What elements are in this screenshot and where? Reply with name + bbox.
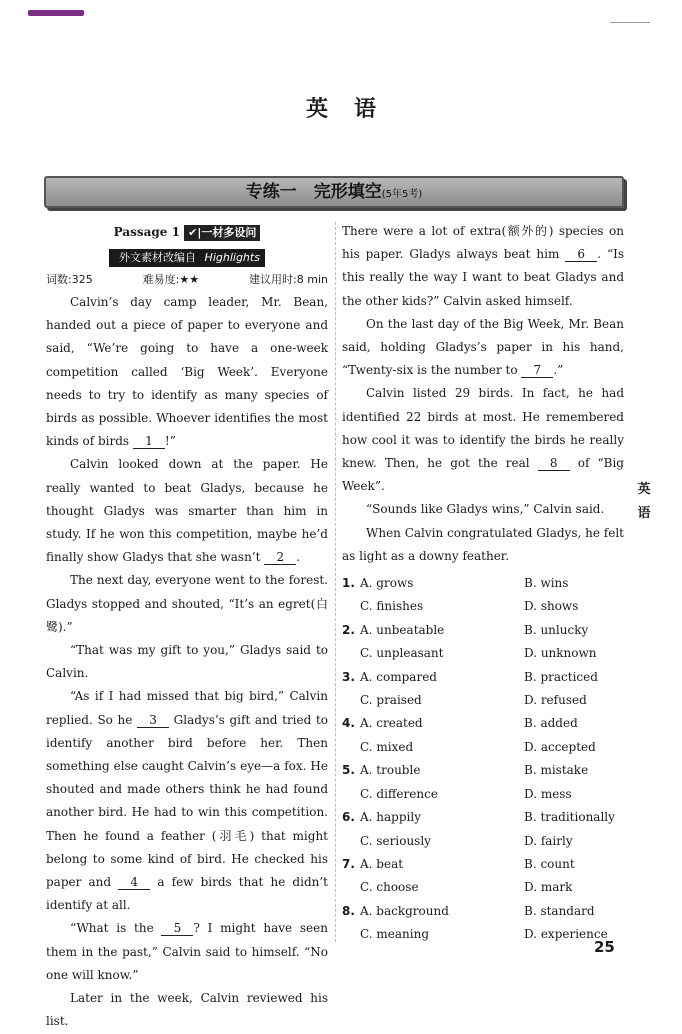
option-row (342, 689, 624, 712)
answer-blank[interactable]: 3 (137, 713, 169, 728)
passage-paragraph (46, 639, 328, 685)
option-row (342, 900, 624, 923)
passage-paragraph (342, 522, 624, 568)
source-name: Highlights (204, 251, 260, 264)
question-number (342, 783, 360, 806)
passage-meta (46, 268, 328, 291)
question-number: 5. (342, 763, 355, 778)
answer-option[interactable]: A. beat (360, 856, 404, 871)
passage-text: On the last day of the Big Week, Mr. Bean said, holding Gladys’s paper in his hand, “Twenty-six is the number to (342, 316, 624, 378)
answer-option[interactable]: A. trouble (360, 763, 421, 778)
question-number (342, 876, 360, 899)
passage-paragraph (342, 220, 624, 313)
option-row (342, 619, 624, 642)
header-accent-bar (28, 10, 84, 16)
question-number: 4. (342, 716, 355, 731)
passage-text: ? I might have seen them in the past,” Calvin said to himself. “No one will know.” (46, 921, 328, 982)
answer-option[interactable]: C. finishes (360, 599, 424, 614)
passage-text: Gladys’s gift and tried to identify another bird before her. Then something else caught Calvin’s eye—a fox. He shouted and made others think he had found another bird. He had to win this competition. Then he found a feather (羽毛) that might belong to some kind of bird. He checked his paper and (46, 712, 328, 890)
passage-text: Calvin listed 29 birds. In fact, he had identified 22 birds at most. He remembered how cool it was to identify the birds he really knew. Then, he got the real (342, 386, 624, 471)
passage-text: “That was my gift to you,” Gladys said to Calvin. (46, 643, 328, 681)
option-row (342, 783, 624, 806)
answer-option[interactable]: C. mixed (360, 739, 414, 754)
section-title: 专练一 完形填空 (245, 182, 382, 202)
passage-text: “What is the (70, 921, 162, 936)
question-number: 6. (342, 810, 355, 825)
passage-text: The next day, everyone went to the forest. Gladys stopped and shouted, “It’s an egret(白鹭).” (46, 573, 328, 634)
multi-question-badge: ✔|一材多设问 (184, 225, 260, 241)
answer-option[interactable]: C. seriously (360, 833, 431, 848)
side-tab-char: 语 (637, 506, 651, 521)
passage-text-right (342, 220, 624, 568)
passage-paragraph (342, 382, 624, 498)
passage-text: .” (553, 363, 564, 378)
answer-blank[interactable]: 7 (521, 363, 553, 378)
passage-paragraph (46, 917, 328, 987)
question-number: 1. (342, 576, 355, 591)
answer-option[interactable]: C. unpleasant (360, 646, 444, 661)
option-row (342, 830, 624, 853)
option-row (342, 666, 624, 689)
answer-option[interactable]: A. created (360, 716, 423, 731)
answer-options (342, 572, 624, 947)
answer-option[interactable]: D. mess (524, 786, 572, 801)
answer-blank[interactable]: 4 (118, 875, 150, 890)
option-row (342, 876, 624, 899)
source-line (46, 244, 328, 268)
option-row (342, 853, 624, 876)
passage-text: of “Big Week”. (342, 456, 624, 494)
option-row (342, 572, 624, 595)
passage-paragraph (342, 498, 624, 521)
source-prefix: 外文素材改编自 (114, 249, 201, 267)
question-number: 7. (342, 856, 355, 871)
passage-heading (46, 220, 328, 244)
answer-option[interactable]: D. fairly (524, 833, 573, 848)
passage-paragraph (46, 569, 328, 639)
answer-option[interactable]: D. unknown (524, 646, 597, 661)
option-row (342, 736, 624, 759)
answer-option[interactable]: B. mistake (524, 763, 589, 778)
question-number: 8. (342, 903, 355, 918)
passage-text: When Calvin congratulated Gladys, he felt as light as a downy feather. (342, 525, 624, 563)
question-number (342, 689, 360, 712)
passage-paragraph (46, 453, 328, 569)
option-row (342, 595, 624, 618)
question-number (342, 923, 360, 946)
answer-blank[interactable]: 2 (264, 550, 296, 565)
passage-paragraph (46, 987, 328, 1033)
difficulty: 难易度:★★ (142, 273, 200, 286)
column-divider (335, 222, 336, 942)
passage-paragraph (46, 291, 328, 453)
answer-option[interactable]: C. difference (360, 786, 438, 801)
question-number: 2. (342, 622, 355, 637)
side-tab-char: 英 (637, 482, 651, 497)
passage-text: Calvin’s day camp leader, Mr. Bean, handed out a piece of paper to everyone and said, “We’re going to have a one-week competition called ‘Big Week’. Everyone needs to try to identify as many species of birds as possible. Whoever identifies the most kinds of birds (46, 295, 328, 449)
answer-blank[interactable]: 8 (538, 456, 570, 471)
answer-option[interactable]: A. background (360, 903, 449, 918)
answer-option[interactable]: A. compared (360, 669, 437, 684)
answer-option[interactable]: B. practiced (524, 669, 598, 684)
answer-option[interactable]: D. refused (524, 693, 587, 708)
header-rule (610, 22, 650, 23)
section-exam-count: (5年5考) (381, 189, 423, 200)
passage-text: “As if I had missed that big bird,” Calvin replied. So he (46, 689, 328, 727)
word-count: 词数:325 (46, 273, 93, 286)
subject-title: 英语 (305, 97, 402, 122)
option-row (342, 806, 624, 829)
answer-option[interactable]: B. unlucky (524, 622, 589, 637)
answer-blank[interactable]: 6 (565, 247, 597, 262)
answer-option[interactable]: D. shows (524, 599, 579, 614)
right-column (342, 220, 624, 947)
question-number (342, 736, 360, 759)
question-number (342, 830, 360, 853)
answer-option[interactable]: D. accepted (524, 739, 596, 754)
option-row (342, 759, 624, 782)
answer-blank[interactable]: 1 (133, 434, 165, 449)
answer-blank[interactable]: 5 (161, 921, 193, 936)
answer-option[interactable]: B. count (524, 856, 575, 871)
passage-text: “Sounds like Gladys wins,” Calvin said. (366, 502, 605, 517)
section-banner (44, 176, 624, 208)
question-number: 3. (342, 669, 355, 684)
suggested-time: 建议用时:8 min (249, 273, 328, 286)
answer-option[interactable]: A. grows (360, 576, 414, 591)
answer-option[interactable]: C. meaning (360, 927, 429, 942)
page-number: 25 (594, 938, 615, 956)
answer-option[interactable]: D. mark (524, 880, 573, 895)
answer-option[interactable]: B. added (524, 716, 578, 731)
passage-text-left (46, 291, 328, 1034)
passage-text: Later in the week, Calvin reviewed his list. (46, 991, 328, 1029)
passage-text: !” (164, 434, 176, 449)
passage-label: Passage 1 (113, 225, 180, 239)
question-number (342, 595, 360, 618)
answer-option[interactable]: C. praised (360, 693, 422, 708)
answer-option[interactable]: D. experience (524, 927, 608, 942)
answer-option[interactable]: B. standard (524, 903, 595, 918)
subject-side-tab (632, 478, 656, 526)
answer-option[interactable]: A. unbeatable (360, 622, 445, 637)
answer-option[interactable]: B. wins (524, 576, 569, 591)
passage-text: Calvin looked down at the paper. He really wanted to beat Gladys, because he thought Gladys was smarter than him in study. If he won this competition, maybe he’d finally show Gladys that she wasn’t (46, 457, 328, 565)
answer-option[interactable]: C. choose (360, 880, 419, 895)
source-badge (109, 249, 265, 267)
option-row (342, 923, 624, 946)
option-row (342, 712, 624, 735)
passage-paragraph (342, 313, 624, 383)
passage-paragraph (46, 685, 328, 917)
passage-text: There were a lot of extra(额外的) species on his paper. Gladys always beat him (342, 224, 624, 262)
option-row (342, 642, 624, 665)
passage-text: a few birds that he didn’t identify at all. (46, 875, 328, 913)
answer-option[interactable]: B. traditionally (524, 810, 615, 825)
left-column (46, 220, 328, 1034)
question-number (342, 642, 360, 665)
answer-option[interactable]: A. happily (360, 810, 421, 825)
passage-text: . “Is this really the way I want to beat Gladys and the other kids?” Calvin asked himself. (342, 247, 624, 308)
passage-text: . (296, 550, 301, 565)
